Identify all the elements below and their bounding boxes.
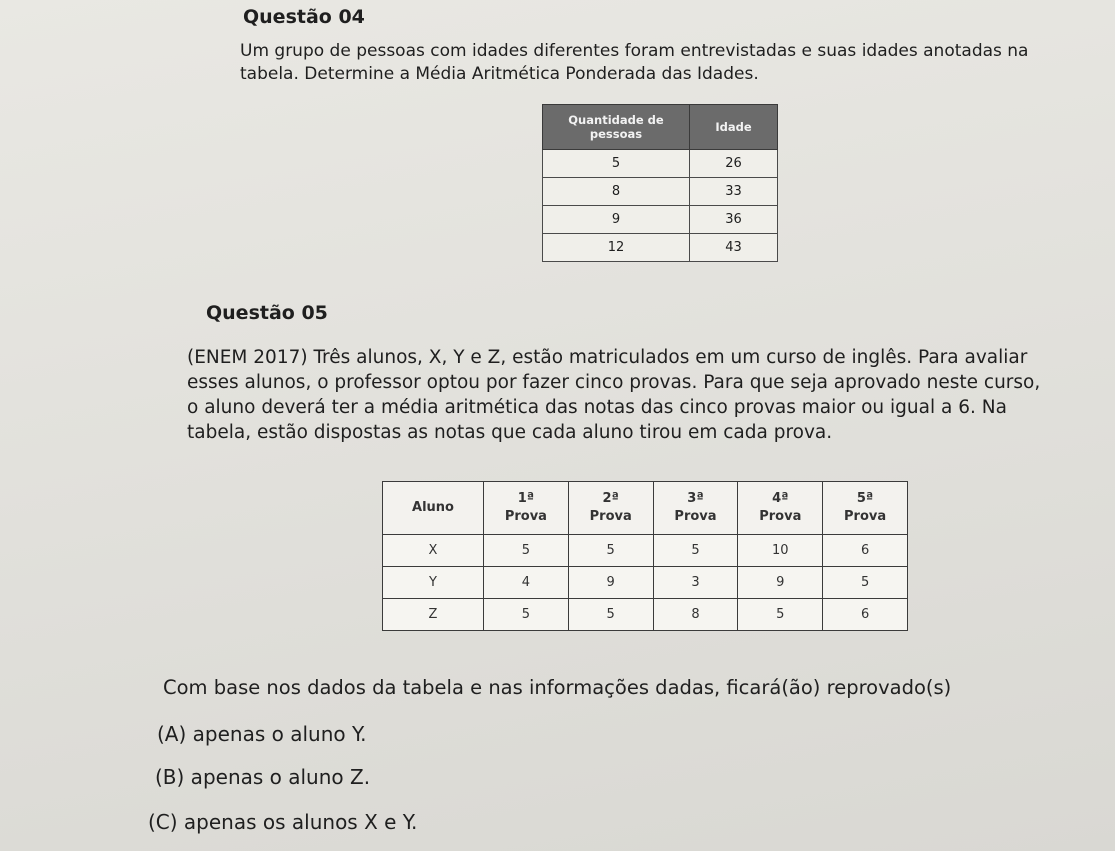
- grades-cell: 5: [568, 599, 653, 631]
- question-04-line-1: Um grupo de pessoas com idades diferentes foram entrevistadas e suas idades anotadas na: [240, 41, 1029, 61]
- grades-cell: 5: [738, 599, 823, 631]
- grades-cell: 6: [823, 535, 908, 567]
- question-05-prompt: Com base nos dados da tabela e nas informações dadas, ficará(ão) reprovado(s): [163, 676, 952, 699]
- grades-cell: 9: [738, 567, 823, 599]
- question-04-line-2: tabela. Determine a Média Aritmética Ponderada das Idades.: [240, 64, 759, 84]
- question-05-text: [187, 345, 1093, 445]
- table-row: [383, 599, 908, 631]
- ages-cell: 9: [543, 206, 690, 234]
- ages-cell: 8: [543, 178, 690, 206]
- question-05-line-4: tabela, estão dispostas as notas que cada aluno tirou em cada prova.: [187, 422, 833, 443]
- table-row: [383, 535, 908, 567]
- table-row: [543, 206, 778, 234]
- ages-cell: 36: [690, 206, 778, 234]
- grades-cell-aluno: Y: [383, 567, 484, 599]
- question-05-line-3: o aluno deverá ter a média aritmética das notas das cinco provas maior ou igual a 6. Na: [187, 397, 1007, 418]
- question-04-title: Questão 04: [243, 6, 365, 28]
- grades-header-prova-5: 5ª Prova: [823, 482, 908, 535]
- question-04-text: [240, 40, 1080, 86]
- ages-cell: 5: [543, 150, 690, 178]
- ages-header-quantity: Quantidade de pessoas: [543, 105, 690, 150]
- grades-cell-aluno: Z: [383, 599, 484, 631]
- question-05-line-1: (ENEM 2017) Três alunos, X, Y e Z, estão matriculados em um curso de inglês. Para avaliar: [187, 347, 1028, 368]
- grades-header-prova-2: 2ª Prova: [568, 482, 653, 535]
- ages-header-age: Idade: [690, 105, 778, 150]
- grades-cell: 4: [484, 567, 569, 599]
- question-05-title: Questão 05: [206, 302, 328, 324]
- grades-header-prova-1: 1ª Prova: [484, 482, 569, 535]
- table-row: [383, 567, 908, 599]
- ages-cell: 33: [690, 178, 778, 206]
- ages-cell: 12: [543, 234, 690, 262]
- grades-header-prova-3: 3ª Prova: [653, 482, 738, 535]
- grades-cell: 3: [653, 567, 738, 599]
- grades-cell: 5: [823, 567, 908, 599]
- grades-cell: 5: [653, 535, 738, 567]
- grades-header-prova-4: 4ª Prova: [738, 482, 823, 535]
- grades-table: [382, 481, 908, 631]
- ages-table: [542, 104, 778, 262]
- option-b: (B) apenas o aluno Z.: [155, 765, 371, 789]
- option-c: (C) apenas os alunos X e Y.: [148, 810, 418, 834]
- option-a: (A) apenas o aluno Y.: [157, 722, 367, 746]
- grades-cell: 6: [823, 599, 908, 631]
- table-row: [543, 150, 778, 178]
- grades-cell: 8: [653, 599, 738, 631]
- ages-cell: 26: [690, 150, 778, 178]
- grades-cell-aluno: X: [383, 535, 484, 567]
- table-row: [543, 178, 778, 206]
- grades-cell: 5: [568, 535, 653, 567]
- grades-cell: 5: [484, 535, 569, 567]
- grades-cell: 5: [484, 599, 569, 631]
- table-row: [543, 234, 778, 262]
- grades-cell: 9: [568, 567, 653, 599]
- grades-header-aluno: Aluno: [383, 482, 484, 535]
- question-05-line-2: esses alunos, o professor optou por fazer cinco provas. Para que seja aprovado neste curso,: [187, 372, 1041, 393]
- ages-cell: 43: [690, 234, 778, 262]
- grades-cell: 10: [738, 535, 823, 567]
